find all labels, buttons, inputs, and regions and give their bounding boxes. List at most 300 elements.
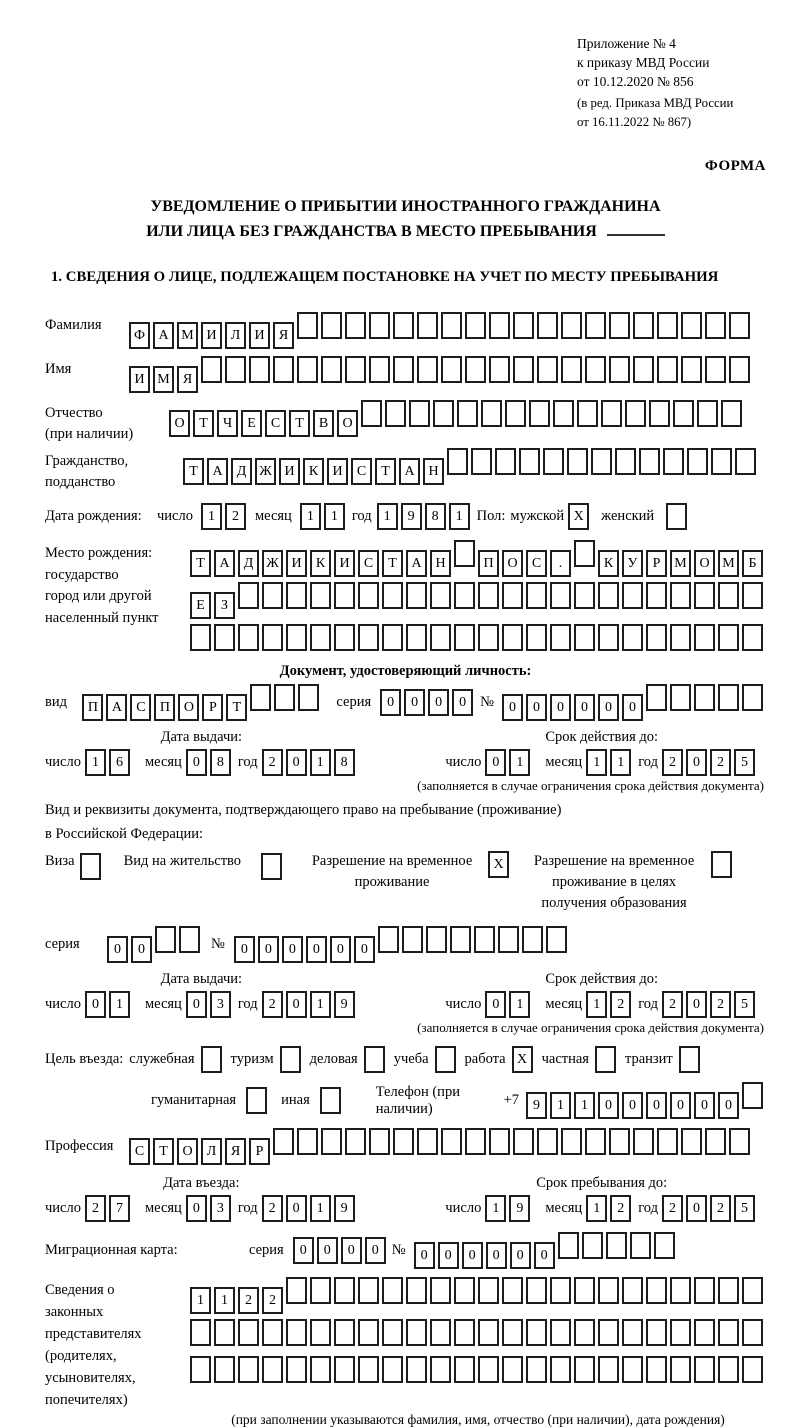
char-cell[interactable] <box>478 624 499 651</box>
char-cell[interactable]: 1 <box>586 1195 607 1222</box>
char-cell[interactable] <box>630 1232 651 1259</box>
char-cell[interactable] <box>238 624 259 651</box>
char-cell[interactable] <box>214 1356 235 1383</box>
char-cell[interactable] <box>361 400 382 427</box>
char-cell[interactable] <box>591 448 612 475</box>
char-cell[interactable]: М <box>177 322 198 349</box>
char-cell[interactable] <box>670 1319 691 1346</box>
goal-tranzit-checkbox[interactable] <box>679 1046 700 1073</box>
char-cell[interactable]: 1 <box>586 749 607 776</box>
char-cell[interactable]: 0 <box>485 749 506 776</box>
char-cell[interactable] <box>694 1356 715 1383</box>
char-cell[interactable] <box>742 624 763 651</box>
char-cell[interactable]: 2 <box>662 1195 683 1222</box>
char-cell[interactable] <box>465 356 486 383</box>
char-cell[interactable] <box>262 582 283 609</box>
char-cell[interactable] <box>417 1128 438 1155</box>
char-cell[interactable]: И <box>249 322 270 349</box>
char-cell[interactable] <box>334 624 355 651</box>
char-cell[interactable] <box>495 448 516 475</box>
char-cell[interactable] <box>478 582 499 609</box>
char-cell[interactable] <box>297 356 318 383</box>
char-cell[interactable] <box>742 1277 763 1304</box>
char-cell[interactable]: 3 <box>210 1195 231 1222</box>
char-cell[interactable] <box>553 400 574 427</box>
char-cell[interactable] <box>561 356 582 383</box>
char-cell[interactable] <box>718 1277 739 1304</box>
char-cell[interactable]: З <box>214 592 235 619</box>
char-cell[interactable] <box>274 684 295 711</box>
char-cell[interactable] <box>718 582 739 609</box>
char-cell[interactable] <box>382 582 403 609</box>
char-cell[interactable] <box>334 1277 355 1304</box>
char-cell[interactable] <box>238 1356 259 1383</box>
char-cell[interactable] <box>179 926 200 953</box>
char-cell[interactable] <box>430 624 451 651</box>
char-cell[interactable]: 0 <box>107 936 128 963</box>
char-cell[interactable]: 0 <box>438 1242 459 1269</box>
char-cell[interactable] <box>526 1277 547 1304</box>
char-cell[interactable] <box>310 1277 331 1304</box>
char-cell[interactable] <box>646 582 667 609</box>
char-cell[interactable] <box>609 1128 630 1155</box>
char-cell[interactable]: О <box>502 550 523 577</box>
char-cell[interactable] <box>190 1356 211 1383</box>
char-cell[interactable]: 1 <box>574 1092 595 1119</box>
char-cell[interactable] <box>345 356 366 383</box>
char-cell[interactable]: 0 <box>670 1092 691 1119</box>
char-cell[interactable] <box>633 356 654 383</box>
char-cell[interactable]: Р <box>202 694 223 721</box>
residence-permit-checkbox[interactable] <box>261 853 282 880</box>
char-cell[interactable]: Ч <box>217 410 238 437</box>
char-cell[interactable] <box>670 582 691 609</box>
char-cell[interactable]: 1 <box>610 749 631 776</box>
char-cell[interactable]: И <box>279 458 300 485</box>
char-cell[interactable] <box>310 624 331 651</box>
char-cell[interactable] <box>441 1128 462 1155</box>
char-cell[interactable] <box>585 312 606 339</box>
char-cell[interactable] <box>465 312 486 339</box>
char-cell[interactable]: К <box>598 550 619 577</box>
char-cell[interactable]: Ж <box>255 458 276 485</box>
char-cell[interactable]: 1 <box>509 749 530 776</box>
char-cell[interactable] <box>409 400 430 427</box>
char-cell[interactable] <box>489 1128 510 1155</box>
char-cell[interactable] <box>657 356 678 383</box>
char-cell[interactable]: 0 <box>85 991 106 1018</box>
char-cell[interactable] <box>481 400 502 427</box>
char-cell[interactable]: Р <box>646 550 667 577</box>
char-cell[interactable]: 0 <box>622 694 643 721</box>
char-cell[interactable] <box>249 356 270 383</box>
char-cell[interactable] <box>358 624 379 651</box>
char-cell[interactable] <box>286 624 307 651</box>
char-cell[interactable]: 2 <box>710 991 731 1018</box>
char-cell[interactable] <box>478 1356 499 1383</box>
char-cell[interactable] <box>705 312 726 339</box>
char-cell[interactable] <box>297 312 318 339</box>
char-cell[interactable]: С <box>358 550 379 577</box>
char-cell[interactable] <box>262 1356 283 1383</box>
char-cell[interactable] <box>574 1319 595 1346</box>
char-cell[interactable] <box>190 1319 211 1346</box>
char-cell[interactable] <box>502 1319 523 1346</box>
char-cell[interactable]: 1 <box>550 1092 571 1119</box>
char-cell[interactable]: . <box>550 550 571 577</box>
char-cell[interactable] <box>430 582 451 609</box>
char-cell[interactable] <box>729 312 750 339</box>
char-cell[interactable] <box>694 624 715 651</box>
char-cell[interactable] <box>622 624 643 651</box>
char-cell[interactable]: 0 <box>646 1092 667 1119</box>
char-cell[interactable] <box>522 926 543 953</box>
char-cell[interactable] <box>598 1319 619 1346</box>
char-cell[interactable] <box>622 1356 643 1383</box>
char-cell[interactable]: 2 <box>262 749 283 776</box>
char-cell[interactable]: 0 <box>526 694 547 721</box>
char-cell[interactable]: 5 <box>734 1195 755 1222</box>
char-cell[interactable] <box>505 400 526 427</box>
char-cell[interactable]: 0 <box>186 1195 207 1222</box>
char-cell[interactable] <box>729 356 750 383</box>
char-cell[interactable] <box>502 1356 523 1383</box>
char-cell[interactable] <box>298 684 319 711</box>
char-cell[interactable] <box>558 1232 579 1259</box>
char-cell[interactable] <box>585 356 606 383</box>
char-cell[interactable] <box>601 400 622 427</box>
char-cell[interactable] <box>615 448 636 475</box>
char-cell[interactable] <box>454 540 475 567</box>
char-cell[interactable] <box>639 448 660 475</box>
char-cell[interactable] <box>369 356 390 383</box>
char-cell[interactable] <box>334 1356 355 1383</box>
char-cell[interactable]: Ф <box>129 322 150 349</box>
char-cell[interactable] <box>286 582 307 609</box>
char-cell[interactable] <box>238 582 259 609</box>
char-cell[interactable]: С <box>129 1138 150 1165</box>
char-cell[interactable]: 0 <box>694 1092 715 1119</box>
char-cell[interactable] <box>657 1128 678 1155</box>
char-cell[interactable]: 0 <box>341 1237 362 1264</box>
char-cell[interactable] <box>742 582 763 609</box>
char-cell[interactable]: 0 <box>452 689 473 716</box>
char-cell[interactable]: 0 <box>286 749 307 776</box>
char-cell[interactable] <box>718 1356 739 1383</box>
char-cell[interactable]: 2 <box>225 503 246 530</box>
char-cell[interactable]: 0 <box>282 936 303 963</box>
char-cell[interactable]: 0 <box>622 1092 643 1119</box>
char-cell[interactable]: 1 <box>310 991 331 1018</box>
char-cell[interactable]: 3 <box>210 991 231 1018</box>
char-cell[interactable]: 0 <box>286 1195 307 1222</box>
char-cell[interactable]: 1 <box>324 503 345 530</box>
char-cell[interactable]: 0 <box>404 689 425 716</box>
char-cell[interactable] <box>430 1356 451 1383</box>
char-cell[interactable]: 0 <box>293 1237 314 1264</box>
char-cell[interactable] <box>430 1277 451 1304</box>
char-cell[interactable] <box>598 1277 619 1304</box>
char-cell[interactable] <box>742 1356 763 1383</box>
char-cell[interactable]: 0 <box>462 1242 483 1269</box>
char-cell[interactable] <box>345 1128 366 1155</box>
char-cell[interactable]: 0 <box>286 991 307 1018</box>
char-cell[interactable] <box>543 448 564 475</box>
char-cell[interactable]: А <box>153 322 174 349</box>
char-cell[interactable] <box>550 1319 571 1346</box>
char-cell[interactable]: Л <box>225 322 246 349</box>
char-cell[interactable] <box>250 684 271 711</box>
char-cell[interactable] <box>718 624 739 651</box>
char-cell[interactable]: 9 <box>334 1195 355 1222</box>
char-cell[interactable] <box>262 624 283 651</box>
char-cell[interactable] <box>670 684 691 711</box>
char-cell[interactable] <box>574 624 595 651</box>
char-cell[interactable]: Н <box>423 458 444 485</box>
char-cell[interactable]: 0 <box>306 936 327 963</box>
char-cell[interactable] <box>646 1277 667 1304</box>
char-cell[interactable] <box>273 356 294 383</box>
char-cell[interactable] <box>393 1128 414 1155</box>
char-cell[interactable] <box>502 582 523 609</box>
char-cell[interactable] <box>574 1277 595 1304</box>
char-cell[interactable] <box>465 1128 486 1155</box>
char-cell[interactable] <box>598 582 619 609</box>
char-cell[interactable] <box>489 356 510 383</box>
char-cell[interactable]: И <box>201 322 222 349</box>
char-cell[interactable]: 1 <box>201 503 222 530</box>
goal-gumanitarnaya-checkbox[interactable] <box>246 1087 267 1114</box>
char-cell[interactable]: 0 <box>686 749 707 776</box>
char-cell[interactable]: О <box>169 410 190 437</box>
temp-permit-checkbox[interactable]: X <box>488 851 509 878</box>
char-cell[interactable] <box>735 448 756 475</box>
char-cell[interactable] <box>718 684 739 711</box>
char-cell[interactable] <box>297 1128 318 1155</box>
char-cell[interactable]: Т <box>289 410 310 437</box>
char-cell[interactable] <box>574 540 595 567</box>
char-cell[interactable] <box>201 356 222 383</box>
char-cell[interactable] <box>286 1277 307 1304</box>
char-cell[interactable] <box>574 1356 595 1383</box>
char-cell[interactable] <box>406 582 427 609</box>
char-cell[interactable]: 0 <box>534 1242 555 1269</box>
char-cell[interactable] <box>694 1277 715 1304</box>
char-cell[interactable]: Н <box>430 550 451 577</box>
char-cell[interactable] <box>406 1356 427 1383</box>
char-cell[interactable] <box>378 926 399 953</box>
char-cell[interactable]: 2 <box>710 1195 731 1222</box>
char-cell[interactable]: 2 <box>710 749 731 776</box>
char-cell[interactable] <box>334 582 355 609</box>
char-cell[interactable] <box>430 1319 451 1346</box>
char-cell[interactable]: К <box>303 458 324 485</box>
char-cell[interactable]: С <box>351 458 372 485</box>
char-cell[interactable] <box>550 1356 571 1383</box>
char-cell[interactable]: 0 <box>510 1242 531 1269</box>
char-cell[interactable] <box>687 448 708 475</box>
char-cell[interactable] <box>526 1319 547 1346</box>
char-cell[interactable]: Ж <box>262 550 283 577</box>
char-cell[interactable] <box>646 684 667 711</box>
char-cell[interactable] <box>382 1356 403 1383</box>
char-cell[interactable]: 1 <box>449 503 470 530</box>
char-cell[interactable] <box>454 1277 475 1304</box>
char-cell[interactable] <box>670 1356 691 1383</box>
char-cell[interactable]: 2 <box>262 1287 283 1314</box>
char-cell[interactable] <box>550 582 571 609</box>
char-cell[interactable] <box>471 448 492 475</box>
char-cell[interactable] <box>358 582 379 609</box>
char-cell[interactable] <box>622 582 643 609</box>
char-cell[interactable] <box>190 624 211 651</box>
char-cell[interactable]: Е <box>190 592 211 619</box>
char-cell[interactable] <box>214 1319 235 1346</box>
char-cell[interactable]: Я <box>273 322 294 349</box>
char-cell[interactable] <box>238 1319 259 1346</box>
char-cell[interactable]: А <box>106 694 127 721</box>
char-cell[interactable] <box>646 624 667 651</box>
char-cell[interactable]: 2 <box>85 1195 106 1222</box>
char-cell[interactable] <box>646 1356 667 1383</box>
char-cell[interactable]: 0 <box>686 1195 707 1222</box>
char-cell[interactable]: 9 <box>401 503 422 530</box>
char-cell[interactable]: 8 <box>210 749 231 776</box>
char-cell[interactable] <box>310 1356 331 1383</box>
goal-sluzhebnaya-checkbox[interactable] <box>201 1046 222 1073</box>
char-cell[interactable] <box>454 624 475 651</box>
char-cell[interactable]: И <box>129 366 150 393</box>
char-cell[interactable] <box>681 1128 702 1155</box>
char-cell[interactable]: И <box>286 550 307 577</box>
char-cell[interactable]: 5 <box>734 749 755 776</box>
char-cell[interactable] <box>454 582 475 609</box>
char-cell[interactable]: А <box>207 458 228 485</box>
goal-turizm-checkbox[interactable] <box>280 1046 301 1073</box>
char-cell[interactable] <box>670 624 691 651</box>
char-cell[interactable] <box>382 1277 403 1304</box>
char-cell[interactable] <box>537 356 558 383</box>
char-cell[interactable] <box>433 400 454 427</box>
char-cell[interactable] <box>694 684 715 711</box>
goal-chastnaya-checkbox[interactable] <box>595 1046 616 1073</box>
char-cell[interactable] <box>369 1128 390 1155</box>
char-cell[interactable] <box>694 1319 715 1346</box>
char-cell[interactable]: 0 <box>354 936 375 963</box>
char-cell[interactable]: 0 <box>317 1237 338 1264</box>
char-cell[interactable]: 0 <box>486 1242 507 1269</box>
sex-male-checkbox[interactable]: X <box>568 503 589 530</box>
goal-ucheba-checkbox[interactable] <box>435 1046 456 1073</box>
char-cell[interactable]: 2 <box>238 1287 259 1314</box>
char-cell[interactable] <box>633 1128 654 1155</box>
char-cell[interactable] <box>498 926 519 953</box>
char-cell[interactable]: 1 <box>85 749 106 776</box>
char-cell[interactable]: Д <box>231 458 252 485</box>
char-cell[interactable] <box>625 400 646 427</box>
char-cell[interactable] <box>529 400 550 427</box>
char-cell[interactable]: 9 <box>526 1092 547 1119</box>
char-cell[interactable] <box>654 1232 675 1259</box>
char-cell[interactable]: 8 <box>334 749 355 776</box>
char-cell[interactable] <box>406 1277 427 1304</box>
char-cell[interactable]: Л <box>201 1138 222 1165</box>
char-cell[interactable]: 1 <box>214 1287 235 1314</box>
goal-rabota-checkbox[interactable]: X <box>512 1046 533 1073</box>
char-cell[interactable]: 0 <box>186 749 207 776</box>
char-cell[interactable] <box>729 1128 750 1155</box>
char-cell[interactable]: 0 <box>234 936 255 963</box>
visa-checkbox[interactable] <box>80 853 101 880</box>
char-cell[interactable] <box>214 624 235 651</box>
char-cell[interactable] <box>393 312 414 339</box>
char-cell[interactable]: 0 <box>330 936 351 963</box>
char-cell[interactable] <box>681 356 702 383</box>
char-cell[interactable] <box>742 684 763 711</box>
char-cell[interactable]: М <box>718 550 739 577</box>
char-cell[interactable] <box>457 400 478 427</box>
char-cell[interactable]: О <box>177 1138 198 1165</box>
char-cell[interactable] <box>450 926 471 953</box>
char-cell[interactable]: 0 <box>686 991 707 1018</box>
char-cell[interactable]: 0 <box>186 991 207 1018</box>
char-cell[interactable] <box>526 624 547 651</box>
char-cell[interactable] <box>155 926 176 953</box>
char-cell[interactable] <box>474 926 495 953</box>
char-cell[interactable]: 0 <box>428 689 449 716</box>
char-cell[interactable]: 0 <box>258 936 279 963</box>
char-cell[interactable]: Б <box>742 550 763 577</box>
char-cell[interactable] <box>585 1128 606 1155</box>
char-cell[interactable]: 9 <box>509 1195 530 1222</box>
char-cell[interactable] <box>286 1356 307 1383</box>
char-cell[interactable] <box>225 356 246 383</box>
char-cell[interactable] <box>321 1128 342 1155</box>
char-cell[interactable] <box>334 1319 355 1346</box>
char-cell[interactable] <box>310 582 331 609</box>
char-cell[interactable]: 2 <box>262 1195 283 1222</box>
char-cell[interactable]: Т <box>375 458 396 485</box>
char-cell[interactable] <box>526 582 547 609</box>
char-cell[interactable] <box>447 448 468 475</box>
char-cell[interactable] <box>633 312 654 339</box>
char-cell[interactable]: А <box>406 550 427 577</box>
char-cell[interactable]: В <box>313 410 334 437</box>
edu-permit-checkbox[interactable] <box>711 851 732 878</box>
char-cell[interactable]: О <box>694 550 715 577</box>
char-cell[interactable]: 2 <box>262 991 283 1018</box>
char-cell[interactable] <box>705 356 726 383</box>
char-cell[interactable] <box>358 1319 379 1346</box>
char-cell[interactable]: 1 <box>190 1287 211 1314</box>
char-cell[interactable]: 0 <box>550 694 571 721</box>
char-cell[interactable]: 5 <box>734 991 755 1018</box>
char-cell[interactable] <box>598 1356 619 1383</box>
char-cell[interactable] <box>606 1232 627 1259</box>
char-cell[interactable] <box>402 926 423 953</box>
char-cell[interactable]: И <box>334 550 355 577</box>
char-cell[interactable] <box>358 1356 379 1383</box>
char-cell[interactable]: О <box>337 410 358 437</box>
char-cell[interactable] <box>622 1319 643 1346</box>
char-cell[interactable]: 7 <box>109 1195 130 1222</box>
char-cell[interactable] <box>513 312 534 339</box>
char-cell[interactable] <box>393 356 414 383</box>
char-cell[interactable] <box>489 312 510 339</box>
char-cell[interactable]: С <box>265 410 286 437</box>
char-cell[interactable] <box>519 448 540 475</box>
goal-delovaya-checkbox[interactable] <box>364 1046 385 1073</box>
